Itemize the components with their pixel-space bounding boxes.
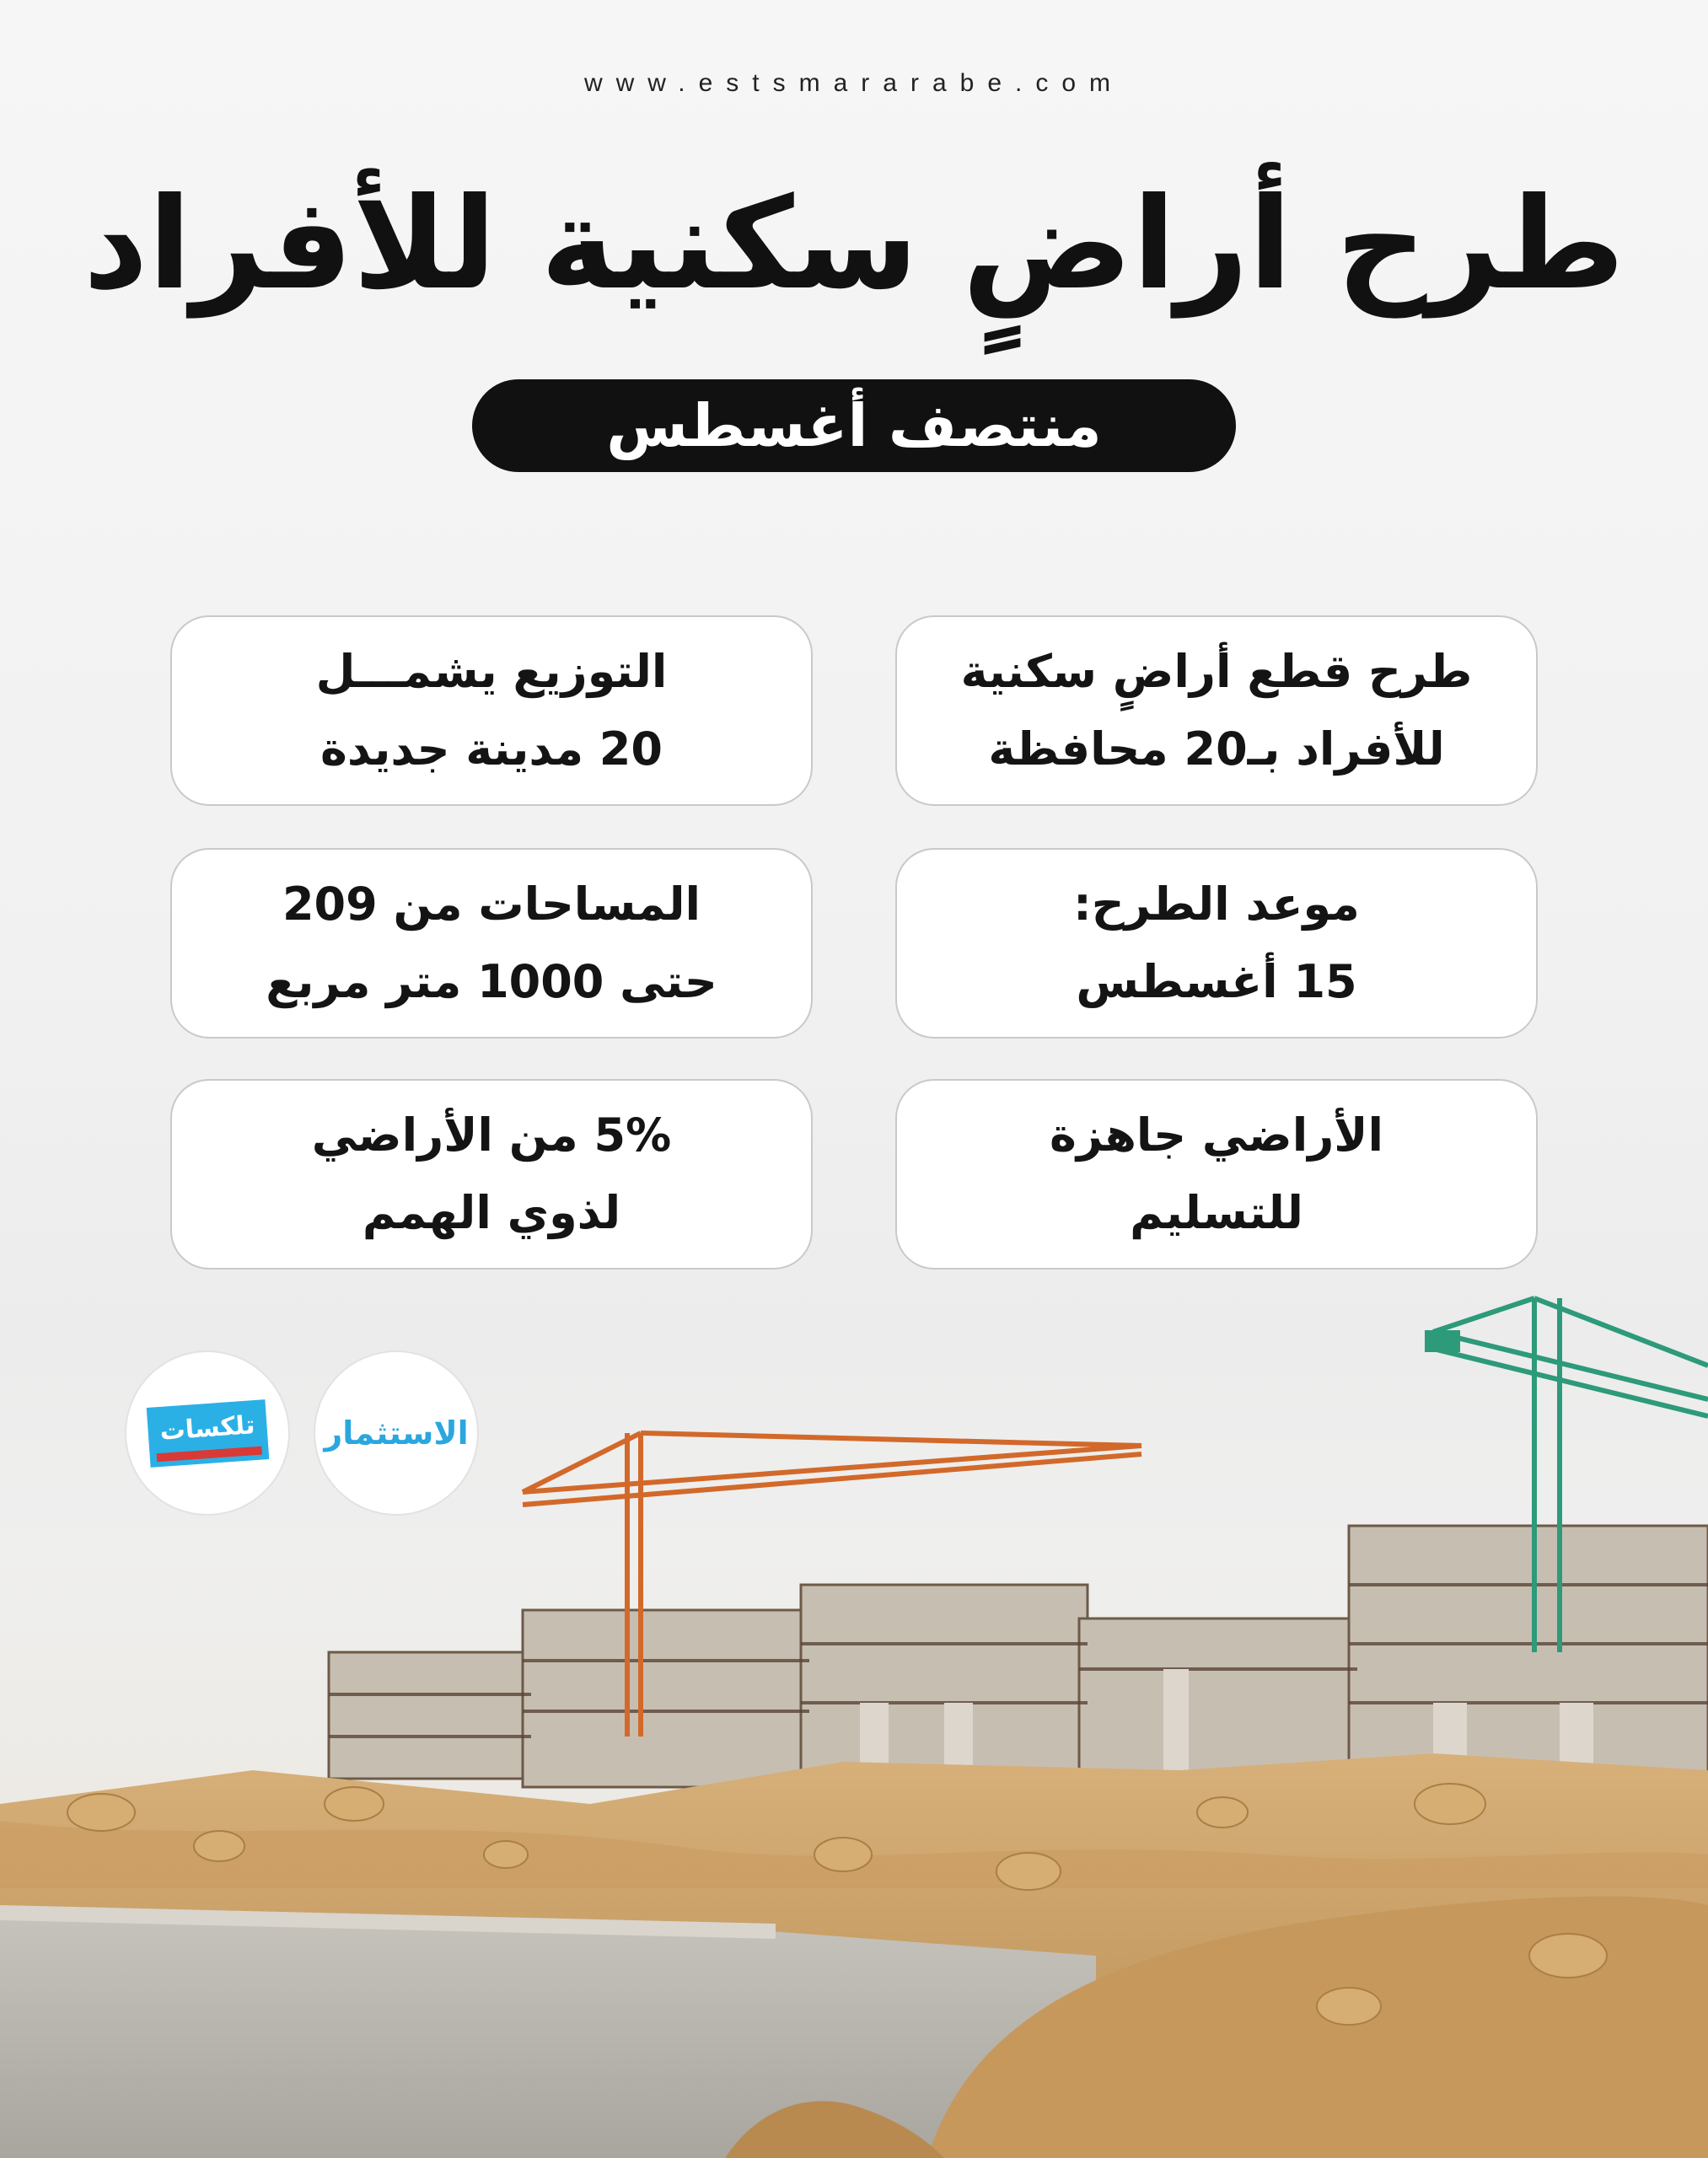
logo-accent-strip bbox=[156, 1446, 261, 1462]
info-card-line: موعد الطرح: bbox=[1073, 878, 1360, 931]
telgsat-logo-tag bbox=[146, 1399, 269, 1468]
info-card bbox=[895, 615, 1538, 806]
crane-counterweight bbox=[1425, 1330, 1460, 1352]
estethmar-logo-text: الاستثمار bbox=[324, 1415, 469, 1452]
info-card-line: طرح قطع أراضٍ سكنية bbox=[960, 645, 1473, 698]
telgsat-logo-text: تلكسات bbox=[158, 1409, 256, 1447]
info-card-line: التوزيع يشمـــل bbox=[315, 645, 668, 698]
road bbox=[0, 1914, 1096, 2158]
website-url: www.estsmararabe.com bbox=[583, 69, 1125, 97]
info-card-line: 15 أغسطس bbox=[1076, 955, 1357, 1008]
subtitle-badge bbox=[472, 379, 1236, 472]
info-card bbox=[170, 615, 813, 806]
estethmar-logo bbox=[314, 1350, 479, 1516]
page-title: طرح أراضٍ سكنية للأفراد bbox=[83, 171, 1625, 318]
info-card-line: 5% من الأراضي bbox=[311, 1109, 672, 1162]
info-card bbox=[170, 848, 813, 1039]
building-skeletons bbox=[329, 1526, 1708, 1787]
info-card-line: لذوي الهمم bbox=[362, 1186, 621, 1239]
info-card bbox=[895, 1079, 1538, 1270]
info-card-line: حتى 1000 متر مربع bbox=[266, 955, 717, 1008]
info-card bbox=[170, 1079, 813, 1270]
subtitle-text: منتصف أغسطس bbox=[606, 391, 1102, 460]
info-card-line: للتسليم bbox=[1130, 1186, 1303, 1239]
info-card-line: 20 مدينة جديدة bbox=[320, 722, 663, 776]
info-card-line: المساحات من 209 bbox=[282, 878, 701, 931]
info-card-line: للأفراد بـ20 محافظة bbox=[988, 722, 1445, 776]
info-card-line: الأراضي جاهزة bbox=[1049, 1109, 1384, 1162]
info-card bbox=[895, 848, 1538, 1039]
telgsat-logo bbox=[125, 1350, 290, 1516]
